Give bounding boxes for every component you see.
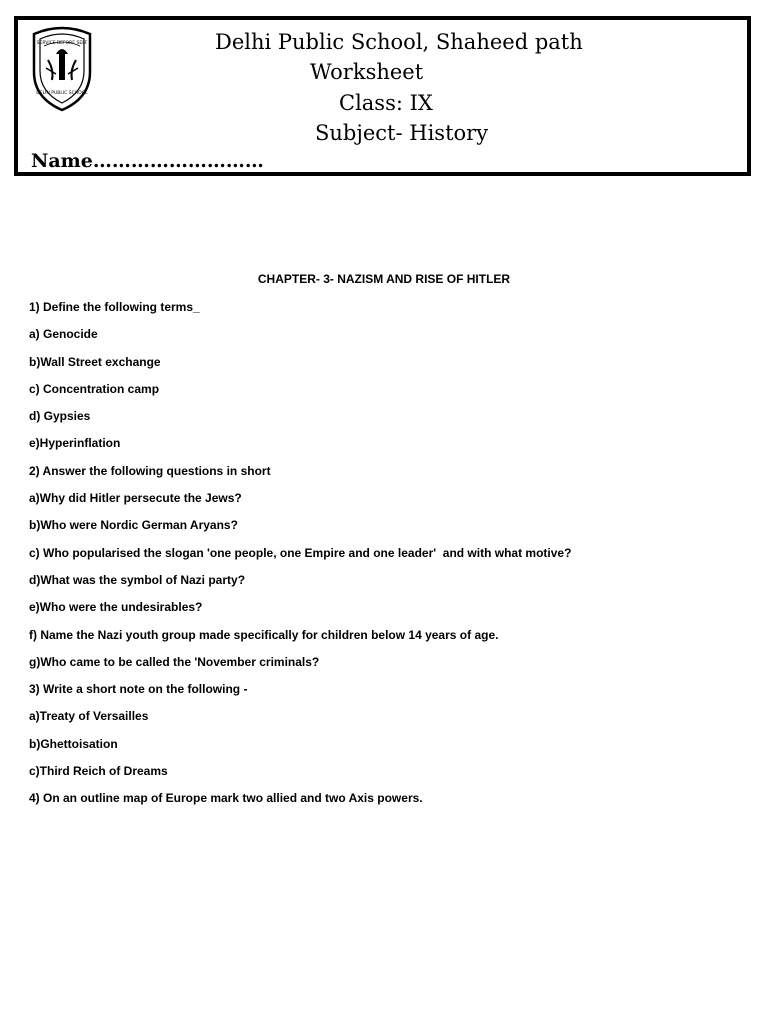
- question-line: d) Gypsies: [29, 409, 91, 424]
- worksheet-header: [14, 16, 751, 176]
- question-line: b)Wall Street exchange: [29, 354, 161, 369]
- question-line: b)Ghettoisation: [29, 736, 118, 751]
- school-crest-icon: [26, 24, 98, 112]
- question-line: 3) Write a short note on the following -: [29, 682, 248, 697]
- document-type: Worksheet: [310, 60, 424, 84]
- class-label: Class: IX: [339, 91, 433, 115]
- question-line: 4) On an outline map of Europe mark two allied and two Axis powers.: [29, 791, 423, 806]
- question-line: 2) Answer the following questions in short: [29, 463, 271, 478]
- question-line: e)Hyperinflation: [29, 436, 121, 451]
- crest-bottom-text: DELHI PUBLIC SCHOOL: [36, 91, 88, 96]
- question-line: a)Treaty of Versailles: [29, 709, 149, 724]
- subject-label: Subject- History: [315, 121, 489, 145]
- question-line: a) Genocide: [29, 327, 98, 342]
- question-line: g)Who came to be called the 'November criminals?: [29, 654, 320, 669]
- student-name-field[interactable]: Name………………………: [31, 150, 264, 172]
- crest-top-text: SERVICE BEFORE SELF: [36, 41, 88, 46]
- question-line: b)Who were Nordic German Aryans?: [29, 518, 238, 533]
- question-line: e)Who were the undesirables?: [29, 600, 203, 615]
- question-line: c) Concentration camp: [29, 381, 160, 396]
- question-list: [29, 299, 571, 818]
- school-name: Delhi Public School, Shaheed path: [215, 30, 583, 54]
- question-line: f) Name the Nazi youth group made specifically for children below 14 years of age.: [29, 627, 499, 642]
- question-line: 1) Define the following terms_: [29, 300, 200, 314]
- question-line: d)What was the symbol of Nazi party?: [29, 572, 246, 587]
- question-line: a)Why did Hitler persecute the Jews?: [29, 491, 242, 506]
- question-line: c) Who popularised the slogan 'one people, one Empire and one leader' and with what motive?: [29, 545, 572, 560]
- chapter-title: CHAPTER- 3- NAZISM AND RISE OF HITLER: [257, 272, 511, 286]
- question-line: c)Third Reich of Dreams: [29, 764, 168, 779]
